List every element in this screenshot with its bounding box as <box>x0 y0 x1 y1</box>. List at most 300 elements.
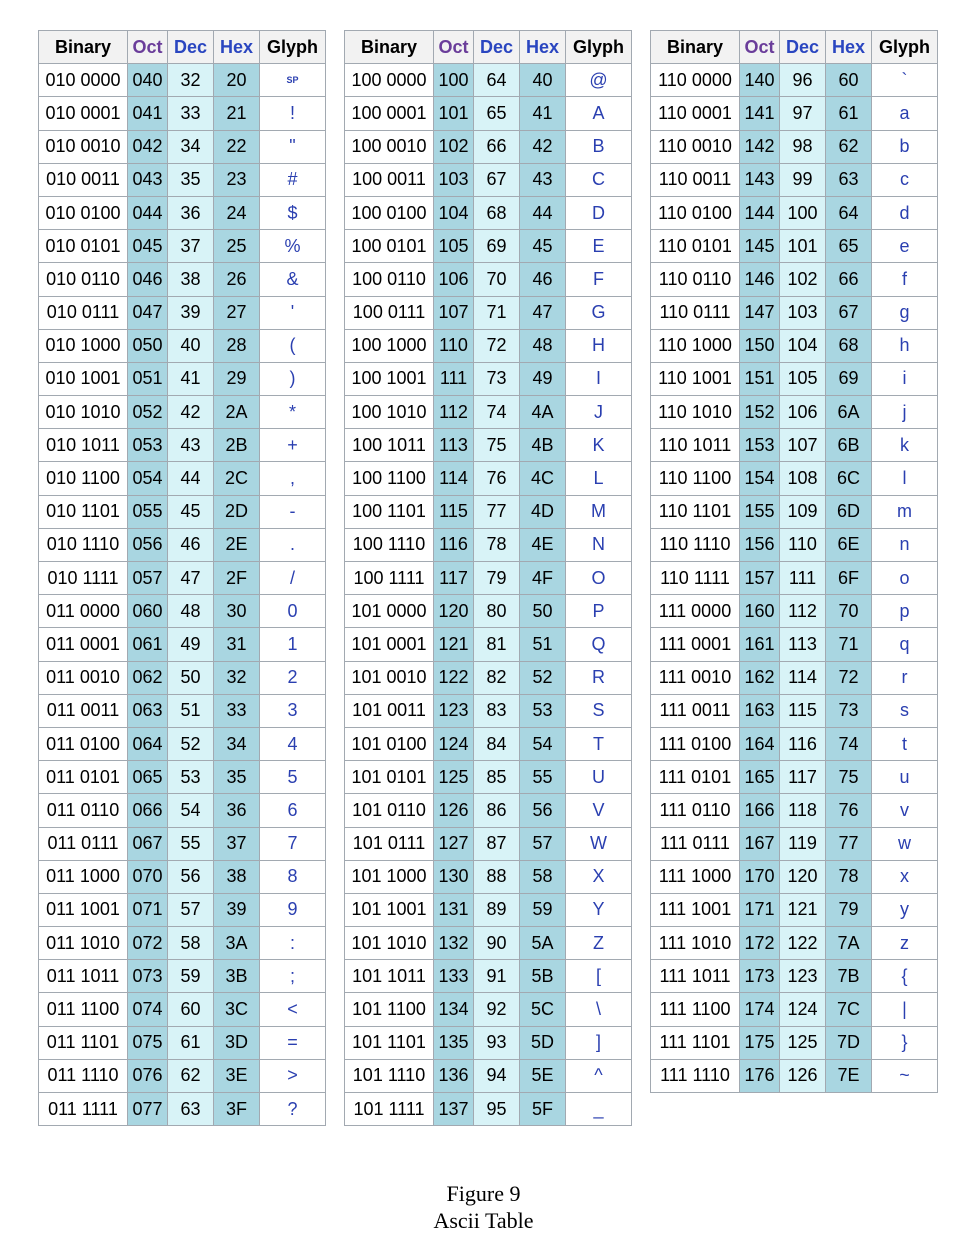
dec-cell: 104 <box>780 329 826 362</box>
glyph-cell: f <box>872 263 938 296</box>
dec-cell: 76 <box>474 462 520 495</box>
oct-cell: 105 <box>434 230 474 263</box>
oct-cell: 146 <box>740 263 780 296</box>
binary-cell: 111 1000 <box>651 860 740 893</box>
oct-cell: 073 <box>128 960 168 993</box>
glyph-cell: 1 <box>260 628 326 661</box>
hex-cell: 7D <box>826 1026 872 1059</box>
dec-cell: 80 <box>474 595 520 628</box>
oct-cell: 101 <box>434 97 474 130</box>
hex-cell: 7A <box>826 927 872 960</box>
binary-cell: 011 0110 <box>39 794 128 827</box>
hex-cell: 39 <box>214 893 260 926</box>
binary-cell: 100 1100 <box>345 462 434 495</box>
table-row <box>651 562 938 595</box>
dec-cell: 55 <box>168 827 214 860</box>
hex-cell: 51 <box>520 628 566 661</box>
glyph-cell: 8 <box>260 860 326 893</box>
glyph-cell: = <box>260 1026 326 1059</box>
table-row <box>651 362 938 395</box>
oct-cell: 147 <box>740 296 780 329</box>
oct-cell: 131 <box>434 893 474 926</box>
table-row <box>345 429 632 462</box>
binary-cell: 101 1111 <box>345 1093 434 1126</box>
dec-cell: 114 <box>780 661 826 694</box>
glyph-cell: 3 <box>260 694 326 727</box>
glyph-cell: ` <box>872 64 938 97</box>
dec-cell: 72 <box>474 329 520 362</box>
oct-cell: 070 <box>128 860 168 893</box>
hex-cell: 6F <box>826 562 872 595</box>
dec-cell: 32 <box>168 64 214 97</box>
table-row <box>651 860 938 893</box>
binary-cell: 101 0100 <box>345 727 434 760</box>
glyph-cell: ' <box>260 296 326 329</box>
table-row <box>345 462 632 495</box>
table-row <box>651 1059 938 1092</box>
oct-cell: 135 <box>434 1026 474 1059</box>
dec-cell: 121 <box>780 893 826 926</box>
table-row <box>651 230 938 263</box>
glyph-cell: ~ <box>872 1059 938 1092</box>
binary-cell: 101 0101 <box>345 761 434 794</box>
oct-cell: 173 <box>740 960 780 993</box>
glyph-cell: k <box>872 429 938 462</box>
glyph-cell: G <box>566 296 632 329</box>
oct-cell: 132 <box>434 927 474 960</box>
dec-cell: 83 <box>474 694 520 727</box>
hex-cell: 64 <box>826 196 872 229</box>
dec-cell: 46 <box>168 528 214 561</box>
table-row <box>345 562 632 595</box>
binary-cell: 110 1101 <box>651 495 740 528</box>
binary-cell: 010 0111 <box>39 296 128 329</box>
table-row <box>651 196 938 229</box>
hex-cell: 32 <box>214 661 260 694</box>
dec-cell: 48 <box>168 595 214 628</box>
oct-cell: 157 <box>740 562 780 595</box>
glyph-cell: m <box>872 495 938 528</box>
glyph-cell: B <box>566 130 632 163</box>
glyph-cell: ( <box>260 329 326 362</box>
oct-cell: 134 <box>434 993 474 1026</box>
oct-cell: 151 <box>740 362 780 395</box>
binary-cell: 010 1011 <box>39 429 128 462</box>
dec-cell: 103 <box>780 296 826 329</box>
table-body <box>345 64 632 1126</box>
binary-cell: 111 1110 <box>651 1059 740 1092</box>
binary-cell: 100 1101 <box>345 495 434 528</box>
dec-cell: 67 <box>474 163 520 196</box>
glyph-cell: y <box>872 893 938 926</box>
oct-cell: 116 <box>434 528 474 561</box>
hex-cell: 62 <box>826 130 872 163</box>
table-row <box>39 396 326 429</box>
hex-cell: 54 <box>520 727 566 760</box>
hex-cell: 5D <box>520 1026 566 1059</box>
oct-cell: 045 <box>128 230 168 263</box>
table-row <box>345 661 632 694</box>
table-row <box>345 196 632 229</box>
glyph-cell: } <box>872 1026 938 1059</box>
dec-cell: 124 <box>780 993 826 1026</box>
hex-cell: 34 <box>214 727 260 760</box>
binary-cell: 101 1110 <box>345 1059 434 1092</box>
dec-cell: 79 <box>474 562 520 595</box>
glyph-cell: ! <box>260 97 326 130</box>
binary-cell: 011 0000 <box>39 595 128 628</box>
glyph-cell: c <box>872 163 938 196</box>
dec-cell: 113 <box>780 628 826 661</box>
hex-cell: 6D <box>826 495 872 528</box>
table-row <box>39 960 326 993</box>
oct-cell: 171 <box>740 893 780 926</box>
ascii-table-3 <box>650 30 938 1093</box>
table-row <box>39 196 326 229</box>
hex-cell: 41 <box>520 97 566 130</box>
dec-cell: 66 <box>474 130 520 163</box>
dec-cell: 52 <box>168 727 214 760</box>
hex-cell: 55 <box>520 761 566 794</box>
glyph-cell: W <box>566 827 632 860</box>
table-row <box>345 993 632 1026</box>
table-row <box>345 230 632 263</box>
binary-cell: 111 0000 <box>651 595 740 628</box>
table-row <box>39 1093 326 1126</box>
glyph-cell: 0 <box>260 595 326 628</box>
glyph-cell: a <box>872 97 938 130</box>
glyph-cell: q <box>872 628 938 661</box>
dec-cell: 98 <box>780 130 826 163</box>
table-row <box>651 993 938 1026</box>
hex-cell: 7C <box>826 993 872 1026</box>
dec-cell: 45 <box>168 495 214 528</box>
binary-cell: 011 0011 <box>39 694 128 727</box>
glyph-cell: $ <box>260 196 326 229</box>
binary-cell: 010 1010 <box>39 396 128 429</box>
binary-cell: 010 0010 <box>39 130 128 163</box>
dec-cell: 50 <box>168 661 214 694</box>
binary-cell: 010 1111 <box>39 562 128 595</box>
table-row <box>39 329 326 362</box>
binary-cell: 010 0011 <box>39 163 128 196</box>
table-row <box>651 263 938 296</box>
binary-cell: 011 0100 <box>39 727 128 760</box>
hex-cell: 6E <box>826 528 872 561</box>
table-header <box>345 31 632 64</box>
hex-cell: 77 <box>826 827 872 860</box>
dec-cell: 62 <box>168 1059 214 1092</box>
oct-cell: 063 <box>128 694 168 727</box>
hex-cell: 72 <box>826 661 872 694</box>
dec-cell: 118 <box>780 794 826 827</box>
oct-cell: 160 <box>740 595 780 628</box>
table-row <box>39 860 326 893</box>
table-row <box>39 263 326 296</box>
hex-cell: 33 <box>214 694 260 727</box>
oct-cell: 125 <box>434 761 474 794</box>
oct-cell: 126 <box>434 794 474 827</box>
binary-cell: 100 1110 <box>345 528 434 561</box>
oct-cell: 050 <box>128 329 168 362</box>
hex-cell: 38 <box>214 860 260 893</box>
hex-cell: 57 <box>520 827 566 860</box>
hex-cell: 5E <box>520 1059 566 1092</box>
binary-cell: 011 1011 <box>39 960 128 993</box>
table-row <box>39 296 326 329</box>
oct-cell: 130 <box>434 860 474 893</box>
glyph-cell: i <box>872 362 938 395</box>
dec-cell: 100 <box>780 196 826 229</box>
oct-cell: 077 <box>128 1093 168 1126</box>
binary-cell: 111 0011 <box>651 694 740 727</box>
dec-cell: 44 <box>168 462 214 495</box>
binary-cell: 011 1100 <box>39 993 128 1026</box>
table-body <box>39 64 326 1126</box>
binary-cell: 110 1010 <box>651 396 740 429</box>
table-row <box>651 694 938 727</box>
hex-cell: 4B <box>520 429 566 462</box>
oct-cell: 142 <box>740 130 780 163</box>
header-oct: Oct <box>434 31 474 64</box>
binary-cell: 011 1001 <box>39 893 128 926</box>
dec-cell: 61 <box>168 1026 214 1059</box>
hex-cell: 78 <box>826 860 872 893</box>
binary-cell: 100 1000 <box>345 329 434 362</box>
table-row <box>345 595 632 628</box>
dec-cell: 97 <box>780 97 826 130</box>
dec-cell: 63 <box>168 1093 214 1126</box>
glyph-cell: V <box>566 794 632 827</box>
binary-cell: 010 0110 <box>39 263 128 296</box>
binary-cell: 111 1001 <box>651 893 740 926</box>
oct-cell: 174 <box>740 993 780 1026</box>
glyph-cell: 4 <box>260 727 326 760</box>
hex-cell: 5F <box>520 1093 566 1126</box>
table-row <box>39 761 326 794</box>
dec-cell: 108 <box>780 462 826 495</box>
glyph-cell: ] <box>566 1026 632 1059</box>
table-row <box>651 429 938 462</box>
hex-cell: 25 <box>214 230 260 263</box>
glyph-cell: X <box>566 860 632 893</box>
dec-cell: 56 <box>168 860 214 893</box>
glyph-cell: M <box>566 495 632 528</box>
header-binary: Binary <box>651 31 740 64</box>
oct-cell: 040 <box>128 64 168 97</box>
oct-cell: 057 <box>128 562 168 595</box>
hex-cell: 52 <box>520 661 566 694</box>
dec-cell: 43 <box>168 429 214 462</box>
binary-cell: 011 1111 <box>39 1093 128 1126</box>
binary-cell: 101 1000 <box>345 860 434 893</box>
dec-cell: 101 <box>780 230 826 263</box>
table-row <box>345 495 632 528</box>
oct-cell: 052 <box>128 396 168 429</box>
oct-cell: 127 <box>434 827 474 860</box>
dec-cell: 82 <box>474 661 520 694</box>
hex-cell: 5A <box>520 927 566 960</box>
dec-cell: 120 <box>780 860 826 893</box>
oct-cell: 120 <box>434 595 474 628</box>
table-row <box>39 1059 326 1092</box>
oct-cell: 164 <box>740 727 780 760</box>
glyph-cell: | <box>872 993 938 1026</box>
glyph-cell: ^ <box>566 1059 632 1092</box>
oct-cell: 170 <box>740 860 780 893</box>
oct-cell: 103 <box>434 163 474 196</box>
oct-cell: 172 <box>740 927 780 960</box>
glyph-cell: _ <box>566 1093 632 1126</box>
glyph-cell: l <box>872 462 938 495</box>
hex-cell: 7B <box>826 960 872 993</box>
hex-cell: 3D <box>214 1026 260 1059</box>
glyph-cell: & <box>260 263 326 296</box>
dec-cell: 37 <box>168 230 214 263</box>
oct-cell: 124 <box>434 727 474 760</box>
header-hex: Hex <box>520 31 566 64</box>
glyph-cell: r <box>872 661 938 694</box>
table-row <box>651 827 938 860</box>
dec-cell: 47 <box>168 562 214 595</box>
table-row <box>345 1026 632 1059</box>
oct-cell: 113 <box>434 429 474 462</box>
dec-cell: 60 <box>168 993 214 1026</box>
oct-cell: 061 <box>128 628 168 661</box>
glyph-cell: n <box>872 528 938 561</box>
dec-cell: 40 <box>168 329 214 362</box>
dec-cell: 91 <box>474 960 520 993</box>
dec-cell: 94 <box>474 1059 520 1092</box>
binary-cell: 101 1001 <box>345 893 434 926</box>
binary-cell: 010 0000 <box>39 64 128 97</box>
table-header <box>39 31 326 64</box>
oct-cell: 042 <box>128 130 168 163</box>
table-row <box>39 528 326 561</box>
header-dec: Dec <box>168 31 214 64</box>
dec-cell: 125 <box>780 1026 826 1059</box>
table-row <box>651 595 938 628</box>
hex-cell: 4D <box>520 495 566 528</box>
table-row <box>651 495 938 528</box>
glyph-cell: O <box>566 562 632 595</box>
dec-cell: 73 <box>474 362 520 395</box>
dec-cell: 77 <box>474 495 520 528</box>
hex-cell: 7E <box>826 1059 872 1092</box>
hex-cell: 2B <box>214 429 260 462</box>
hex-cell: 26 <box>214 263 260 296</box>
glyph-cell: P <box>566 595 632 628</box>
hex-cell: 6A <box>826 396 872 429</box>
glyph-cell: s <box>872 694 938 727</box>
hex-cell: 5C <box>520 993 566 1026</box>
glyph-cell: : <box>260 927 326 960</box>
binary-cell: 011 0101 <box>39 761 128 794</box>
table-header <box>651 31 938 64</box>
dec-cell: 71 <box>474 296 520 329</box>
binary-cell: 111 0110 <box>651 794 740 827</box>
binary-cell: 100 0110 <box>345 263 434 296</box>
hex-cell: 48 <box>520 329 566 362</box>
hex-cell: 67 <box>826 296 872 329</box>
oct-cell: 104 <box>434 196 474 229</box>
binary-cell: 010 1100 <box>39 462 128 495</box>
oct-cell: 076 <box>128 1059 168 1092</box>
dec-cell: 116 <box>780 727 826 760</box>
oct-cell: 143 <box>740 163 780 196</box>
oct-cell: 141 <box>740 97 780 130</box>
hex-cell: 69 <box>826 362 872 395</box>
oct-cell: 046 <box>128 263 168 296</box>
binary-cell: 101 0000 <box>345 595 434 628</box>
glyph-cell: t <box>872 727 938 760</box>
hex-cell: 6B <box>826 429 872 462</box>
table-row <box>39 628 326 661</box>
binary-cell: 110 1110 <box>651 528 740 561</box>
hex-cell: 58 <box>520 860 566 893</box>
oct-cell: 123 <box>434 694 474 727</box>
oct-cell: 145 <box>740 230 780 263</box>
oct-cell: 107 <box>434 296 474 329</box>
table-row <box>651 528 938 561</box>
binary-cell: 111 0101 <box>651 761 740 794</box>
hex-cell: 4E <box>520 528 566 561</box>
oct-cell: 167 <box>740 827 780 860</box>
header-dec: Dec <box>474 31 520 64</box>
binary-cell: 111 0111 <box>651 827 740 860</box>
hex-cell: 68 <box>826 329 872 362</box>
glyph-cell: u <box>872 761 938 794</box>
oct-cell: 051 <box>128 362 168 395</box>
glyph-cell: 7 <box>260 827 326 860</box>
dec-cell: 96 <box>780 64 826 97</box>
oct-cell: 064 <box>128 727 168 760</box>
glyph-cell: d <box>872 196 938 229</box>
hex-cell: 70 <box>826 595 872 628</box>
table-row <box>651 396 938 429</box>
hex-cell: 21 <box>214 97 260 130</box>
dec-cell: 88 <box>474 860 520 893</box>
binary-cell: 011 1110 <box>39 1059 128 1092</box>
glyph-cell: [ <box>566 960 632 993</box>
binary-cell: 110 0001 <box>651 97 740 130</box>
dec-cell: 59 <box>168 960 214 993</box>
binary-cell: 100 0101 <box>345 230 434 263</box>
table-row <box>39 827 326 860</box>
table-row <box>651 64 938 97</box>
binary-cell: 111 0100 <box>651 727 740 760</box>
table-row <box>39 495 326 528</box>
table-row <box>651 462 938 495</box>
glyph-cell: E <box>566 230 632 263</box>
hex-cell: 27 <box>214 296 260 329</box>
dec-cell: 70 <box>474 263 520 296</box>
glyph-cell: N <box>566 528 632 561</box>
glyph-cell: x <box>872 860 938 893</box>
hex-cell: 4A <box>520 396 566 429</box>
hex-cell: 37 <box>214 827 260 860</box>
dec-cell: 39 <box>168 296 214 329</box>
glyph-cell: ) <box>260 362 326 395</box>
table-row <box>651 761 938 794</box>
figure-caption-number: Figure 9 <box>446 1181 521 1206</box>
glyph-cell: % <box>260 230 326 263</box>
dec-cell: 75 <box>474 429 520 462</box>
hex-cell: 28 <box>214 329 260 362</box>
hex-cell: 20 <box>214 64 260 97</box>
binary-cell: 111 1010 <box>651 927 740 960</box>
dec-cell: 36 <box>168 196 214 229</box>
